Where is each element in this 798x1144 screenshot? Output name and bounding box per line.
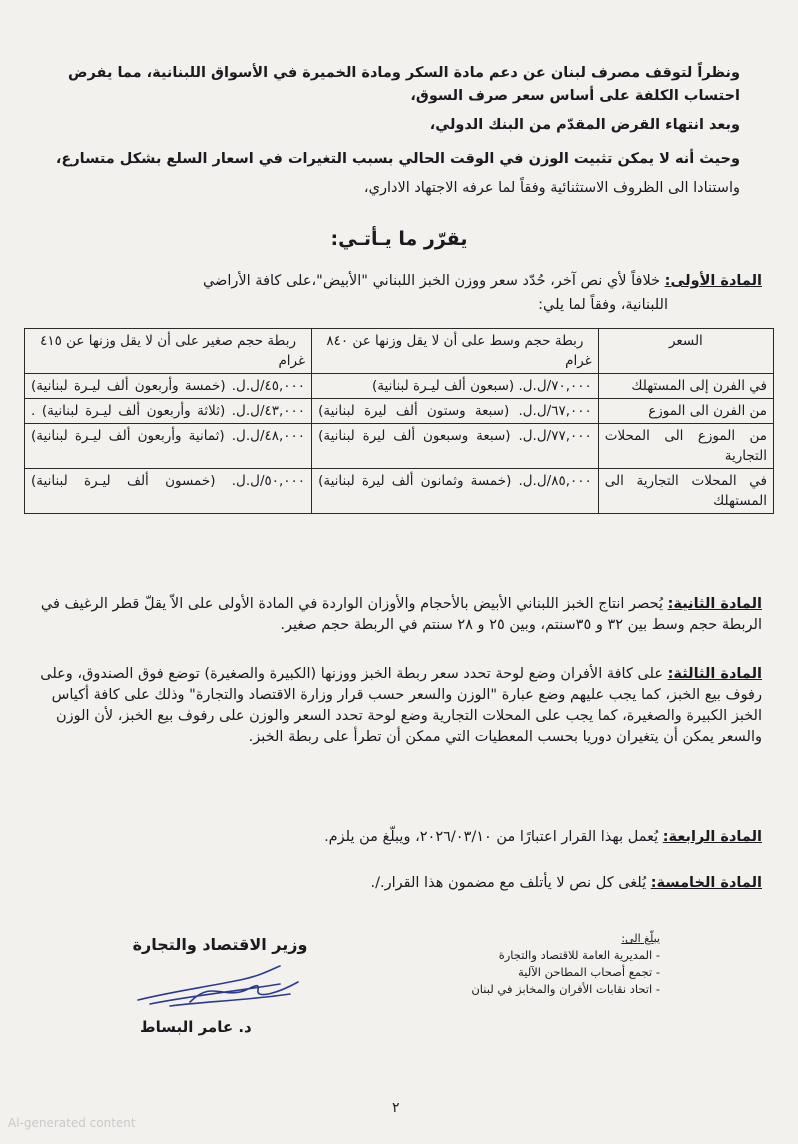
table-row bbox=[25, 469, 774, 514]
table-cell: من الموزع الى المحلات التجارية bbox=[598, 424, 773, 469]
article-3 bbox=[34, 664, 762, 748]
preamble-line-5: واستنادا الى الظروف الاستثنائية وفقاً لما عرفه الاجتهاد الاداري، bbox=[363, 180, 740, 196]
table-cell: من الفرن الى الموزع bbox=[598, 399, 773, 424]
preamble-line-3: وبعد انتهاء القرض المقدّم من البنك الدولي، bbox=[429, 117, 740, 133]
table-header-row bbox=[25, 329, 774, 374]
article-4-label: المادة الرابعة: bbox=[662, 829, 762, 845]
signature-block bbox=[120, 935, 320, 954]
handwritten-signature bbox=[130, 962, 310, 1012]
minister-name: د. عامر البساط bbox=[140, 1018, 252, 1036]
table-cell: ٧٠,٠٠٠/ل.ل. (سبعون ألف ليـرة لبنانية) bbox=[312, 374, 599, 399]
decision-heading: يقرّر ما يـأتـي: bbox=[330, 228, 468, 250]
table-row bbox=[25, 399, 774, 424]
recipient-item: - اتحاد نقابات الأفران والمخابز في لبنان bbox=[471, 981, 660, 998]
table-cell: ٦٧,٠٠٠/ل.ل. (سبعة وستون ألف ليرة لبنانية) bbox=[312, 399, 599, 424]
preamble-line-1: ونظراً لتوقف مصرف لبنان عن دعم مادة السكر ومادة الخميرة في الأسواق اللبنانية، مما يفرض bbox=[68, 65, 740, 81]
table-cell: ٧٧,٠٠٠/ل.ل. (سبعة وسبعون ألف ليرة لبنانية) bbox=[312, 424, 599, 469]
table-cell: ٨٥,٠٠٠/ل.ل. (خمسة وثمانون ألف ليرة لبنانية) bbox=[312, 469, 599, 514]
price-table bbox=[24, 328, 774, 514]
table-cell: ٤٣,٠٠٠/ل.ل. (ثلاثة وأربعون ألف ليـرة لبنانية) . bbox=[25, 399, 312, 424]
article-5-text: يُلغى كل نص لا يأتلف مع مضمون هذا القرار./. bbox=[370, 875, 651, 891]
article-4-text: يُعمل بهذا القرار اعتبارًا من ٢٠٢٦/٠٣/١٠، ويبلّغ من يلزم. bbox=[324, 829, 663, 845]
article-3-label: المادة الثالثة: bbox=[667, 666, 762, 682]
table-header-medium: ربطة حجم وسط على أن لا يقل وزنها عن ٨٤٠ غرام bbox=[312, 329, 599, 374]
article-1-line-1 bbox=[203, 270, 762, 292]
minister-title: وزير الاقتصاد والتجارة bbox=[132, 935, 308, 954]
article-3-text: على كافة الأفران وضع لوحة تحدد سعر ربطة الخبز ووزنها (الكبيرة والصغيرة) توضع فوق الصندوق، وعلى رفوف بيع الخبز، كما يجب عليهم وضع عبارة "الوزن والسعر حسب قرار وزارة الاقتصاد والتجارة" وذلك على كافة أكياس الخبز الكبيرة والصغيرة، كما يجب على المحلات التجارية وضع لوحة تحدد السعر والوزن على رفوف بيع الخبز، لأن الوزن والسعر يمكن أن يتغيران دوريا بحسب المعطيات التي ممكن أن تطرأ على ربطة الخبز. bbox=[40, 666, 762, 745]
table-cell: في الفرن إلى المستهلك bbox=[598, 374, 773, 399]
preamble-line-2: احتساب الكلفة على أساس سعر صرف السوق، bbox=[410, 88, 740, 104]
recipient-item: - تجمع أصحاب المطاحن الآلية bbox=[471, 964, 660, 981]
article-4 bbox=[324, 826, 762, 848]
table-row bbox=[25, 374, 774, 399]
recipients-heading: يبلّغ الى: bbox=[621, 932, 660, 945]
preamble-line-4: وحيث أنه لا يمكن تثبيت الوزن في الوقت الحالي بسبب التغيرات في اسعار السلع بشكل متسارع، bbox=[55, 151, 740, 167]
table-cell: ٤٨,٠٠٠/ل.ل. (ثمانية وأربعون ألف ليـرة لبنانية) bbox=[25, 424, 312, 469]
article-2-label: المادة الثانية: bbox=[667, 596, 762, 612]
watermark: Al-generated content bbox=[8, 1116, 136, 1130]
article-1-label: المادة الأولى: bbox=[664, 273, 762, 289]
article-1-line-2: اللبنانية، وفقاً لما يلي: bbox=[538, 297, 668, 313]
table-row bbox=[25, 424, 774, 469]
table-header-small: ربطة حجم صغير على أن لا يقل وزنها عن ٤١٥ غرام bbox=[25, 329, 312, 374]
article-1-text: خلافاً لأي نص آخر، حُدّد سعر ووزن الخبز اللبناني "الأبيض"،على كافة الأراضي bbox=[202, 273, 665, 289]
page-number: ٢ bbox=[392, 1100, 400, 1116]
recipient-item: - المديرية العامة للاقتصاد والتجارة bbox=[471, 947, 660, 964]
table-cell: ٤٥,٠٠٠/ل.ل. (خمسة وأربعون ألف ليـرة لبنانية) bbox=[25, 374, 312, 399]
recipients-list bbox=[471, 930, 660, 998]
article-2-text: يُحصر انتاج الخبز اللبناني الأبيض بالأحجام والأوزان الواردة في المادة الأولى على الاّ يقلّ قطر الرغيف في الربطة حجم وسط بين ٣٢ و ٣٥سنتم، وبين ٢٥ و ٢٨ سنتم في الربطة حجم صغير. bbox=[40, 596, 762, 633]
article-5 bbox=[371, 872, 762, 894]
article-2 bbox=[34, 594, 762, 636]
article-5-label: المادة الخامسة: bbox=[650, 875, 762, 891]
table-cell: في المحلات التجارية الى المستهلك bbox=[598, 469, 773, 514]
table-header-price: السعر bbox=[598, 329, 773, 374]
table-cell: ٥٠,٠٠٠/ل.ل. (خمسون ألف ليـرة لبنانية) bbox=[25, 469, 312, 514]
